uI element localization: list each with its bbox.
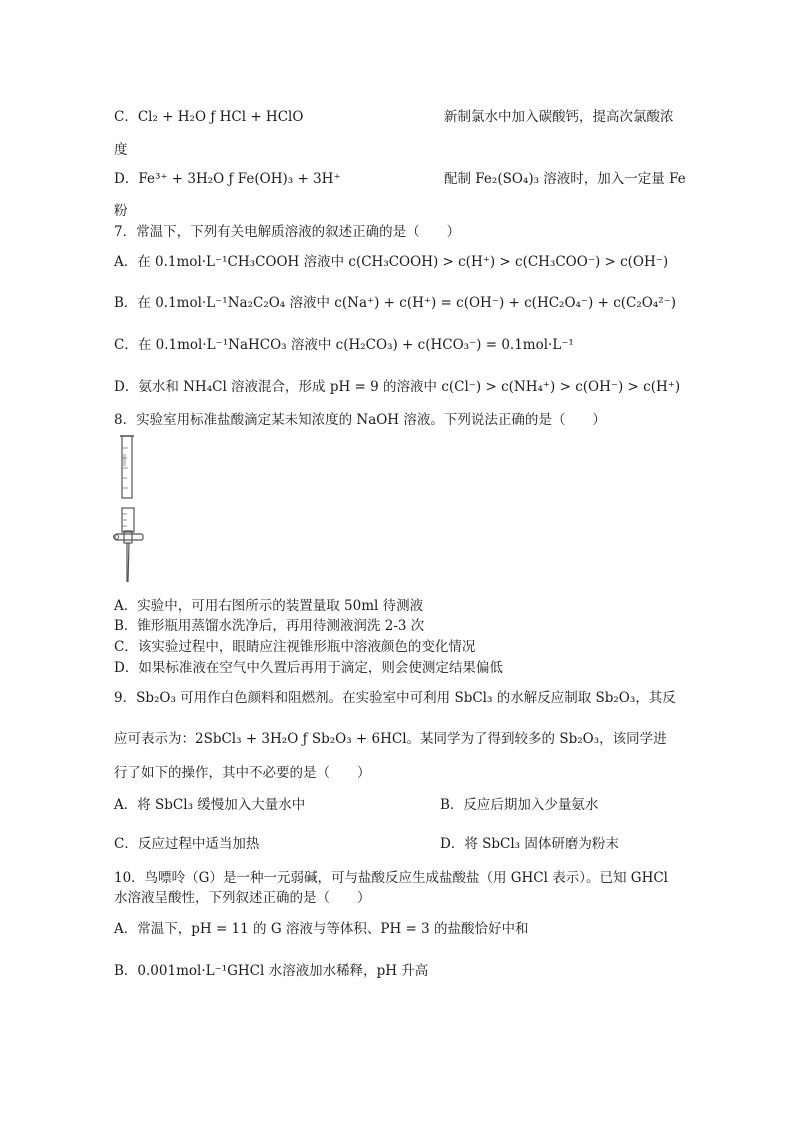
q9-option-a: A．将 SbCl₃ 缓慢加入大量水中 (114, 797, 306, 813)
q9-option-d: D．将 SbCl₃ 固体研磨为粉末 (440, 836, 619, 852)
q9-option-c: C．反应过程中适当加热 (114, 836, 260, 852)
q9-stem-line2: 应可表示为：2SbCl₃ + 3H₂O ƒ Sb₂O₃ + 6HCl。某同学为了得到较多的 Sb₂O₃，该同学进 (114, 731, 667, 747)
q7-option-c: C．在 0.1mol·L⁻¹NaHCO₃ 溶液中 c(H₂CO₃) + c(HCO₃⁻) = 0.1mol·L⁻¹ (114, 337, 574, 353)
q7-option-b: B．在 0.1mol·L⁻¹Na₂C₂O₄ 溶液中 c(Na⁺) + c(H⁺) = c(OH⁻) + c(HC₂O₄⁻) + c(C₂O₄²⁻) (114, 295, 677, 311)
burette-stopcock (114, 531, 144, 543)
q8-option-d: D．如果标准液在空气中久置后再用于滴定，则会使测定结果偏低 (114, 660, 503, 676)
q7-option-d: D．氨水和 NH₄Cl 溶液混合，形成 pH = 9 的溶液中 c(Cl⁻) > c(NH₄⁺) > c(OH⁻) > c(H⁺) (114, 379, 681, 395)
q6-option-d-equation: D．Fe³⁺ + 3H₂O ƒ Fe(OH)₃ + 3H⁺ (114, 171, 341, 187)
burette-tip (127, 543, 129, 582)
q8-option-a: A．实验中，可用右图所示的装置量取 50ml 待测液 (114, 598, 424, 614)
q8-option-c: C．该实验过程中，眼睛应注视锥形瓶中溶液颜色的变化情况 (114, 639, 476, 655)
q6-option-d-note: 配制 Fe₂(SO₄)₃ 溶液时，加入一定量 Fe (444, 171, 686, 187)
q6-option-c-note: 新制氯水中加入碳酸钙，提高次氯酸浓 (444, 109, 674, 125)
q9-stem-line1: 9．Sb₂O₃ 可用作白色颜料和阻燃剂。在实验室中可利用 SbCl₃ 的水解反应制取 Sb₂O₃，其反 (114, 690, 676, 706)
q7-stem: 7．常温下，下列有关电解质溶液的叙述正确的是（ ） (114, 224, 461, 240)
q6-option-c-wrap: 度 (114, 142, 128, 158)
q7-option-a: A．在 0.1mol·L⁻¹CH₃COOH 溶液中 c(CH₃COOH) > c(H⁺) > c(CH₃COO⁻) > c(OH⁻) (114, 254, 669, 270)
q6-option-d-wrap: 粉 (114, 203, 128, 219)
q10-option-b: B．0.001mol·L⁻¹GHCl 水溶液加水稀释，pH 升高 (114, 963, 429, 979)
burette-figure (112, 434, 152, 594)
q10-stem-line2: 水溶液呈酸性，下列叙述正确的是（ ） (114, 890, 371, 906)
q6-option-c-equation: C．Cl₂ + H₂O ƒ HCl + HClO (114, 109, 304, 125)
burette-upper-barrel (120, 436, 134, 498)
q10-stem-line1: 10．鸟嘌呤（G）是一种一元弱碱，可与盐酸反应生成盐酸盐（用 GHCl 表示）。已知 GHCl (114, 870, 668, 886)
q8-stem: 8．实验室用标准盐酸滴定某未知浓度的 NaOH 溶液。下列说法正确的是（ ） (114, 412, 606, 428)
q8-option-b: B．锥形瓶用蒸馏水洗净后，再用待测液润洗 2-3 次 (114, 618, 425, 634)
q9-option-b: B．反应后期加入少量氨水 (440, 797, 599, 813)
q10-option-a: A．常温下，pH = 11 的 G 溶液与等体积、PH = 3 的盐酸恰好中和 (114, 921, 529, 937)
q9-stem-line3: 行了如下的操作，其中不必要的是（ ） (114, 765, 371, 781)
burette-lower-barrel (122, 508, 134, 532)
